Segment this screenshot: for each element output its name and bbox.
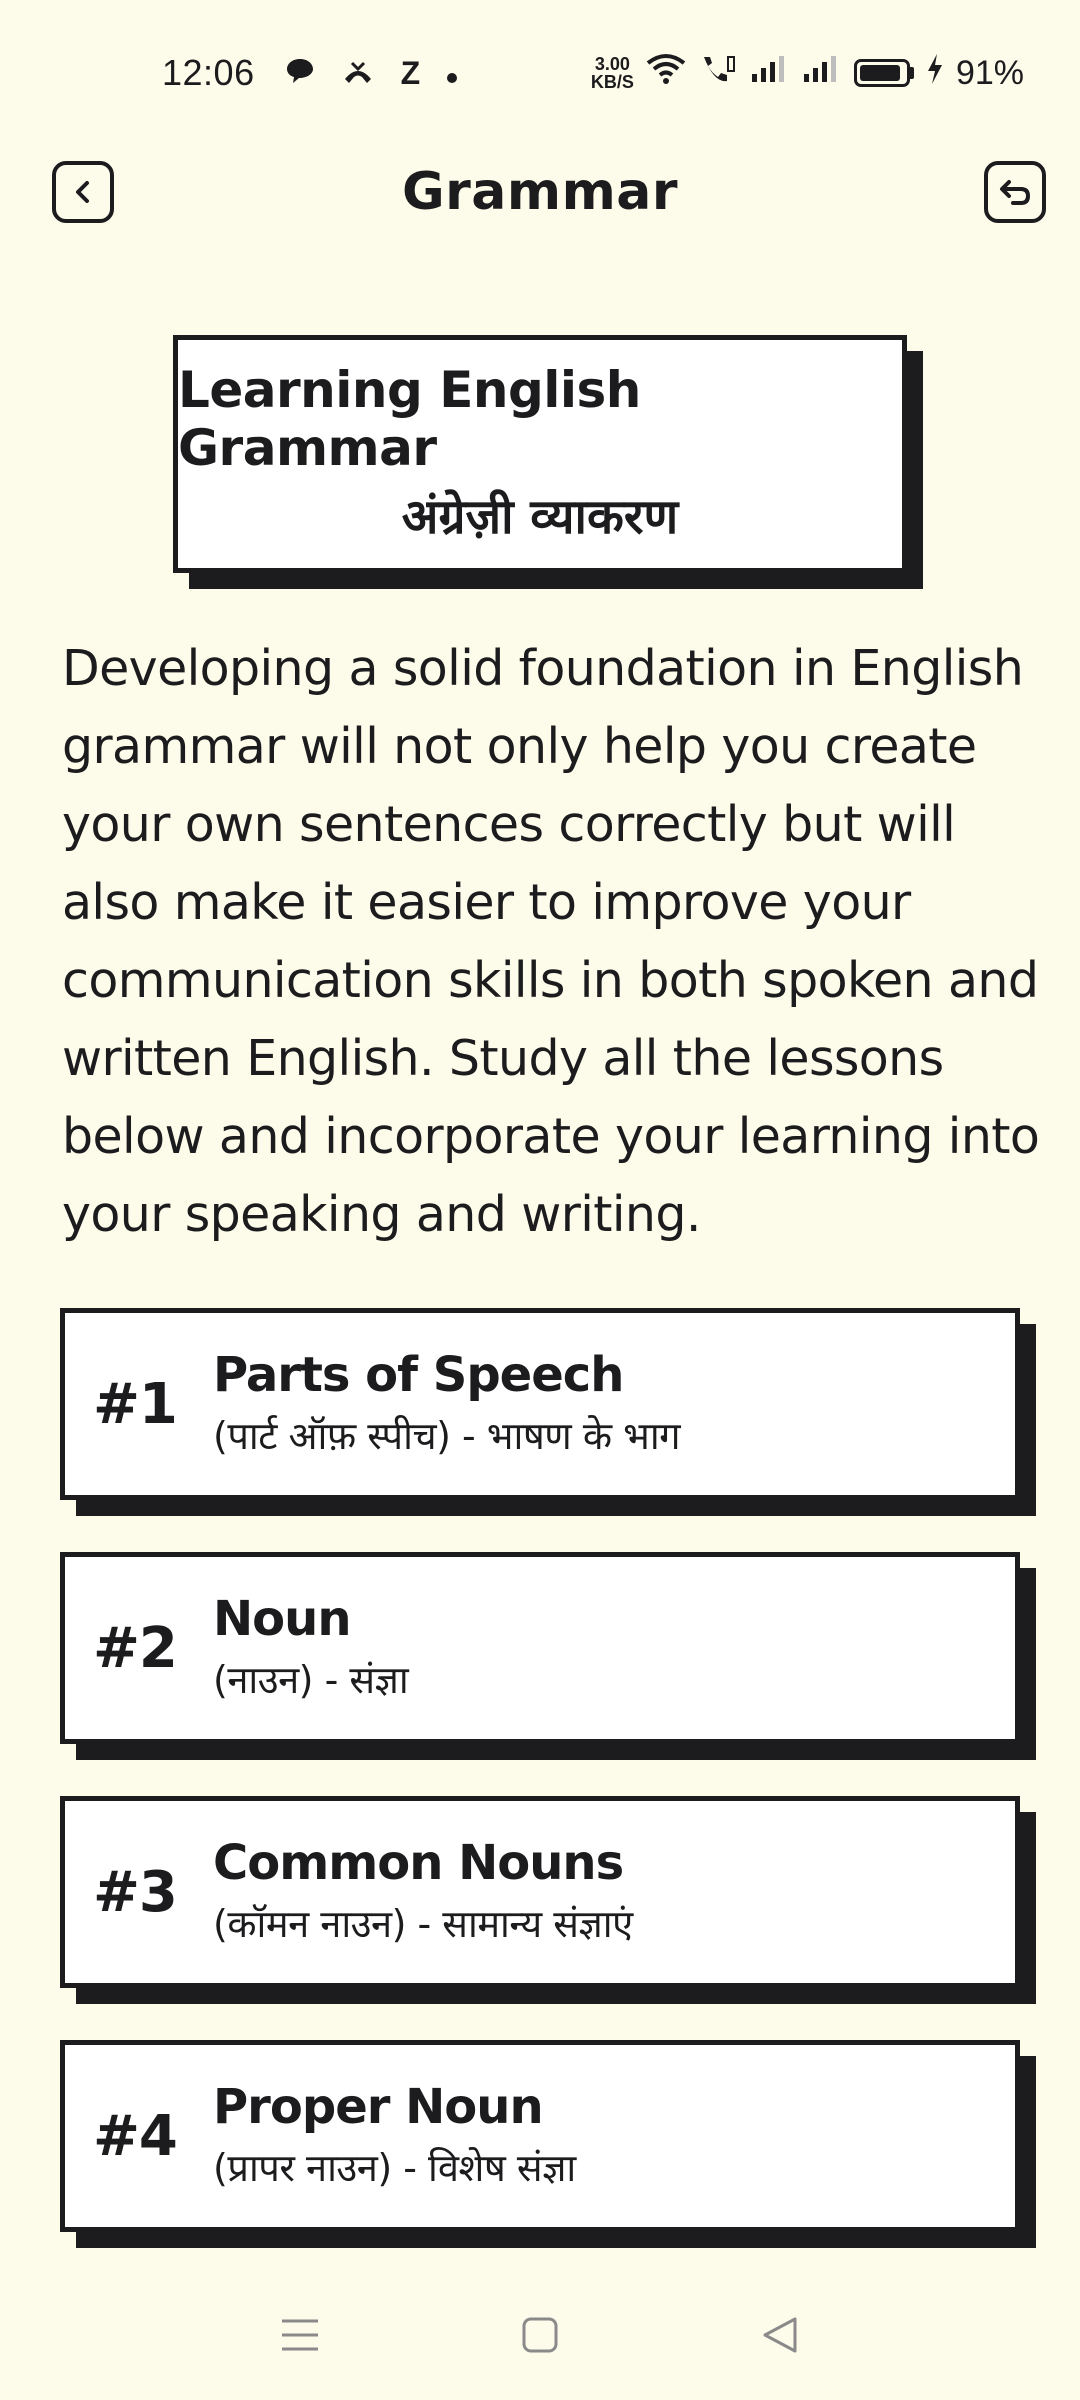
lesson-subtitle: (नाउन) - संज्ञा	[213, 1658, 409, 1702]
recent-apps-button[interactable]	[260, 2295, 340, 2375]
return-button[interactable]	[984, 161, 1046, 223]
lesson-card[interactable]	[60, 1796, 1020, 1988]
battery-percent: 91%	[955, 53, 1024, 92]
lesson-number: #3	[93, 1859, 177, 1925]
return-arrow-icon	[997, 176, 1033, 208]
signal-sim1-icon	[750, 54, 790, 93]
lesson-subtitle: (कॉमन नाउन) - सामान्य संज्ञाएं	[213, 1902, 633, 1946]
system-back-button[interactable]	[740, 2295, 820, 2375]
status-right	[591, 53, 1024, 94]
dot-icon	[446, 57, 458, 89]
charging-bolt-icon	[926, 53, 944, 94]
chat-bubble-icon	[285, 57, 315, 90]
signal-sim2-icon	[802, 54, 842, 93]
lesson-card[interactable]	[60, 2040, 1020, 2232]
lesson-item[interactable]	[60, 2040, 1020, 2232]
system-nav-bar	[0, 2290, 1080, 2380]
back-triangle-icon	[761, 2315, 799, 2355]
chevron-left-icon	[69, 178, 97, 206]
notification-icons	[285, 57, 459, 90]
hero-title: Learning English Grammar	[178, 360, 641, 477]
hero-subtitle: अंग्रेज़ी व्याकरण	[401, 488, 679, 545]
battery-icon	[854, 59, 914, 87]
menu-icon	[280, 2317, 320, 2353]
home-square-icon	[521, 2316, 559, 2354]
lesson-number: #2	[93, 1615, 177, 1681]
lesson-item[interactable]	[60, 1308, 1020, 1500]
lesson-title: Common Nouns	[213, 1835, 624, 1891]
lesson-number: #4	[93, 2103, 177, 2169]
status-time: 12:06	[162, 52, 255, 93]
lesson-item[interactable]	[60, 1552, 1020, 1744]
lesson-card[interactable]	[60, 1308, 1020, 1500]
lesson-title: Noun	[213, 1591, 351, 1647]
battery-fill	[860, 65, 900, 81]
status-bar	[0, 0, 1080, 146]
lesson-number: #1	[93, 1371, 177, 1437]
wifi-calling-icon	[698, 53, 738, 94]
home-button[interactable]	[500, 2295, 580, 2375]
network-speed: 3.00 KB/S	[590, 54, 634, 92]
hero-card	[173, 335, 907, 573]
wifi-icon	[646, 53, 686, 94]
z-app-icon: Z	[400, 55, 421, 91]
lesson-title: Proper Noun	[213, 2079, 543, 2135]
back-button[interactable]	[52, 161, 114, 223]
lesson-subtitle: (प्रापर नाउन) - विशेष संज्ञा	[213, 2146, 576, 2190]
intro-paragraph: Developing a solid foundation in English grammar will not only help you create your own sentences correctly but will also make it easier to improve your communication skills in both spoken and written English. Study all the lessons below and incorporate your learning into your speaking and writing.	[62, 640, 1040, 1243]
phone-missed-icon	[341, 57, 375, 90]
lesson-item[interactable]	[60, 1796, 1020, 1988]
lesson-subtitle: (पार्ट ऑफ़ स्पीच) - भाषण के भाग	[213, 1414, 681, 1458]
app-header	[0, 150, 1080, 234]
lesson-title: Parts of Speech	[213, 1347, 624, 1403]
lesson-card[interactable]	[60, 1552, 1020, 1744]
page-title: Grammar	[401, 162, 679, 222]
lesson-list	[60, 1308, 1020, 2284]
